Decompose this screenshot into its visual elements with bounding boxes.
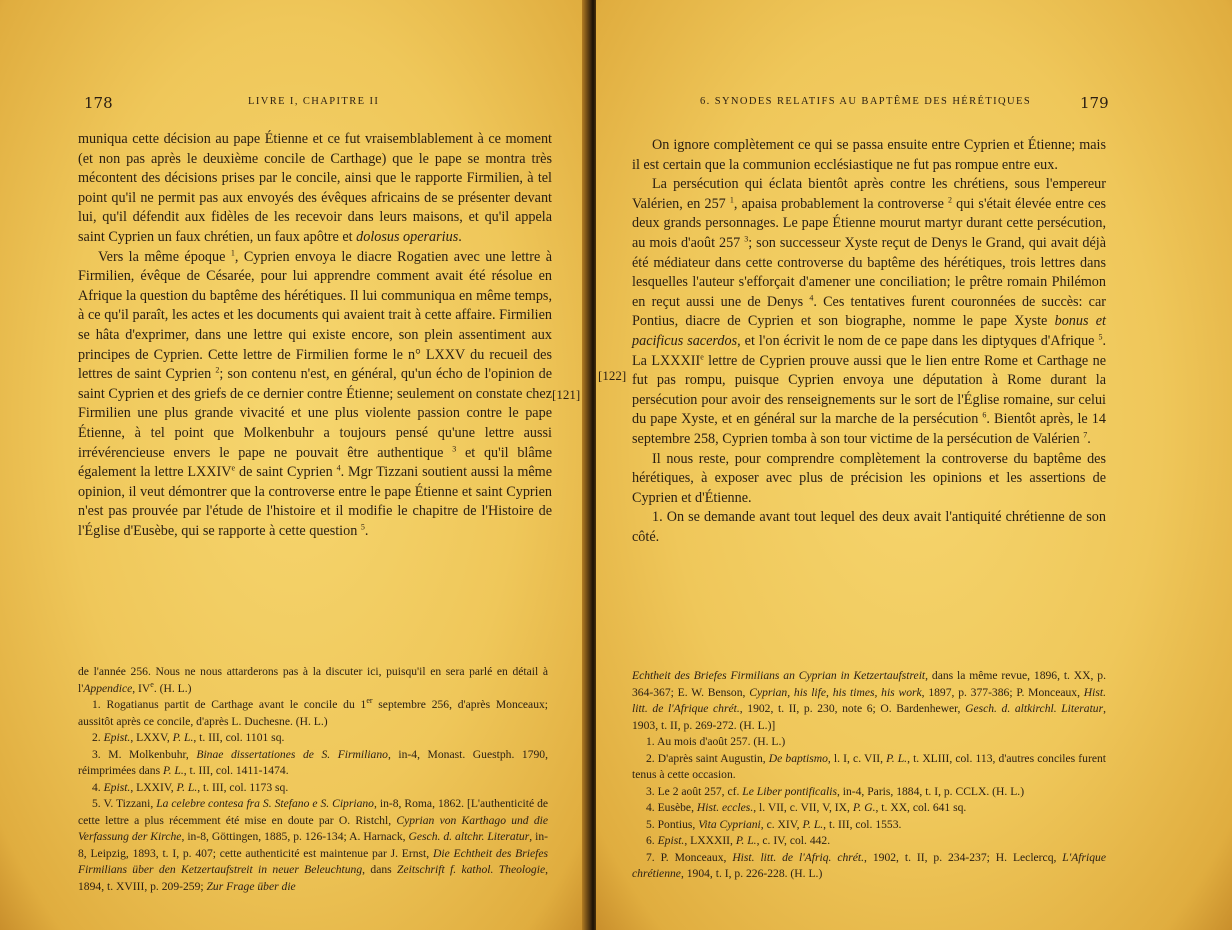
- left-body-text: muniqua cette décision au pape Étienne et ce fut vraisemblablement à ce moment (et non pas après le deuxième concile de Carthage) que le pape se montra très mécontent des décisions prises par le concile, ainsi que le rapporte Firmilien, à tel point qu'il ne permit pas aux envoyés des évêques africains de se présenter devant lui, qu'il défendit aux fidèles de les recevoir dans leurs maisons, et qu'il appela saint Cyprien un faux chrétien, un faux apôtre et dolosus operarius. Vers la même époque $^1$, Cyprien envoya le diacre Rogatien avec une lettre à Firmilien, évêque de Césarée, pour lui apprendre comment avait été résolue en Afrique la question du baptême des hérétiques. Il lui communiqua en même temps, à ce qu'il paraît, les actes et les documents qui avaient trait à cette affaire. Firmilien se hâta d'exprimer, dans une lettre qui existe encore, son plein assentiment aux principes de Cyprien. Cette lettre de Firmilien forme le n° LXXV du recueil des lettres de saint Cyprien $^2$; son contenu n'est, en général, qu'un écho de l'opinion de saint Cyprien et des griefs de ce dernier contre Étienne; seulement on constate chez Firmilien une plus grande vivacité et une plus violente passion contre le pape Étienne, à tel point que Molkenbuhr a toujours pensé qu'une lettre aussi irrévérencieuse envers le pape ne pouvait être authentique $^3$ et qu'il blâme également la lettre LXXIVe de saint Cyprien $^4$. Mgr Tizzani soutient aussi la même opinion, il veut démontrer que la controverse entre le pape Étienne et saint Cyprien n'est pas prouvée par l'étude de l'histoire et il modifie le chapitre de l'Histoire de l'Église d'Eusèbe, qui se rapporte à cette question $^5$.: [78, 131, 553, 539]
- right-body-text: On ignore complètement ce qui se passa ensuite entre Cyprien et Étienne; mais il est certain que la communion ecclésiastique ne fut pas rompue entre eux. La persécution qui éclata bientôt après contre les chrétiens, sous l'empereur Valérien, en 257 $^1$, apaisa probablement la controverse $^2$ qui s'était élevée entre ces deux grands personnages. Le pape Étienne mourut martyr durant cette persécution, au mois d'août 257 $^3$; son successeur Xyste reçut de Denys le Grand, qui avait déjà été médiateur dans cette controverse du baptême des hérétiques, trois lettres dans lesquelles l'auteur s'efforçait d'amener une conciliation; le prêtre romain Philémon en reçut aussi une de Denys $^4$. Ces tentatives furent couronnées de succès: car Pontius, diacre de Cyprien et son biographe, nomme le pape Xyste bonus et pacificus sacerdos, et l'on écrivit le nom de ce pape dans les diptyques d'Afrique $^5$. La LXXXIIe lettre de Cyprien prouve aussi que le lien entre Rome et Carthage ne fut pas rompu, puisque Cyprien envoya une députation à Rome durant la persécution pour avoir des renseignements sur le sort de l'Église romaine, sur celui du pape Xyste, et en général sur la marche de la persécution $^6$. Bientôt après, le 14 septembre 258, Cyprien tomba à son tour victime de la persécution de Valérien $^7$. Il nous reste, pour comprendre complètement la controverse du baptême des hérétiques, à exposer avec plus de précision les opinions et les assertions de Cyprien et d'Étienne. 1. On se demande avant tout lequel des deux avait l'antiquité chrétienne de son côté.: [632, 137, 1107, 545]
- right-running-head: 6. SYNODES RELATIFS AU BAPTÊME DES HÉRÉTIQUES: [700, 96, 1032, 107]
- left-margin-mark: [121]: [552, 387, 581, 402]
- left-page: [0, 0, 588, 930]
- left-footnotes: de l'année 256. Nous ne nous attarderons pas à la discuter ici, puisqu'il en sera parlé en détail à l'Appendice, IVe. (H. L.) 1. Rogatianus partit de Carthage avant le concile du 1er septembre 256, d'après Monceaux; aussitôt après ce concile, d'après L. Duchesne. (H. L.) 2. Epist., LXXV, P. L., t. III, col. 1101 sq. 3. M. Molkenbuhr, Binae dissertationes de S. Firmiliano, in-4, Monast. Guestph. 1790, réimprimées dans P. L., t. III, col. 1411-1474. 4. Epist., LXXIV, P. L., t. III, col. 1173 sq. 5. V. Tizzani, La celebre contesa fra S. Stefano e S. Cipriano, in-8, Roma, 1862. [L'authenticité de cette lettre a plus récemment été mise en doute par O. Ristchl, Cyprian von Karthago und die Verfassung der Kirche, in-8, Göttingen, 1885, p. 126-134; A. Harnack, Gesch. d. altchr. Literatur, in-8, Leipzig, 1893, t. I, p. 407; cette authenticité est maintenue par J. Ernst, Die Echtheit des Briefes Firmilians über den Ketzertaufstreit in neuer Beleuchtung, dans Zeitschrift f. kathol. Theologie, 1894, t. XVIII, p. 209-259; Zur Frage über die: [78, 665, 549, 893]
- right-page-number: 179: [1080, 94, 1109, 112]
- left-page-number: 178: [84, 94, 113, 112]
- right-page: [596, 0, 1232, 930]
- right-margin-mark: [122]: [598, 368, 627, 383]
- right-footnotes: Echtheit des Briefes Firmilians an Cyprian in Ketzertaufstreit, dans la même revue, 1896, t. XX, p. 364-367; E. W. Benson, Cyprian, his life, his times, his work, 1897, p. 377-386; P. Monceaux, Hist. litt. de l'Afrique chrét., 1902, t. II, p. 230, note 6; O. Bardenhewer, Gesch. d. altkirchl. Literatur, 1903, t. II, p. 269-272. (H. L.)] 1. Au mois d'août 257. (H. L.) 2. D'après saint Augustin, De baptismo, l. I, c. VII, P. L., t. XLIII, col. 113, d'autres conciles furent tenus à cette occasion. 3. Le 2 août 257, cf. Le Liber pontificalis, in-4, Paris, 1884, t. I, p. CCLX. (H. L.) 4. Eusèbe, Hist. eccles., l. VII, c. VII, V, IX, P. G., t. XX, col. 641 sq. 5. Pontius, Vita Cypriani, c. XIV, P. L., t. III, col. 1553. 6. Epist., LXXXII, P. L., c. IV, col. 442. 7. P. Monceaux, Hist. litt. de l'Afriq. chrét., 1902, t. II, p. 234-237; H. Leclercq, L'Afrique chrétienne, 1904, t. I, p. 226-228. (H. L.): [632, 669, 1107, 880]
- left-running-head: LIVRE I, CHAPITRE II: [248, 96, 380, 107]
